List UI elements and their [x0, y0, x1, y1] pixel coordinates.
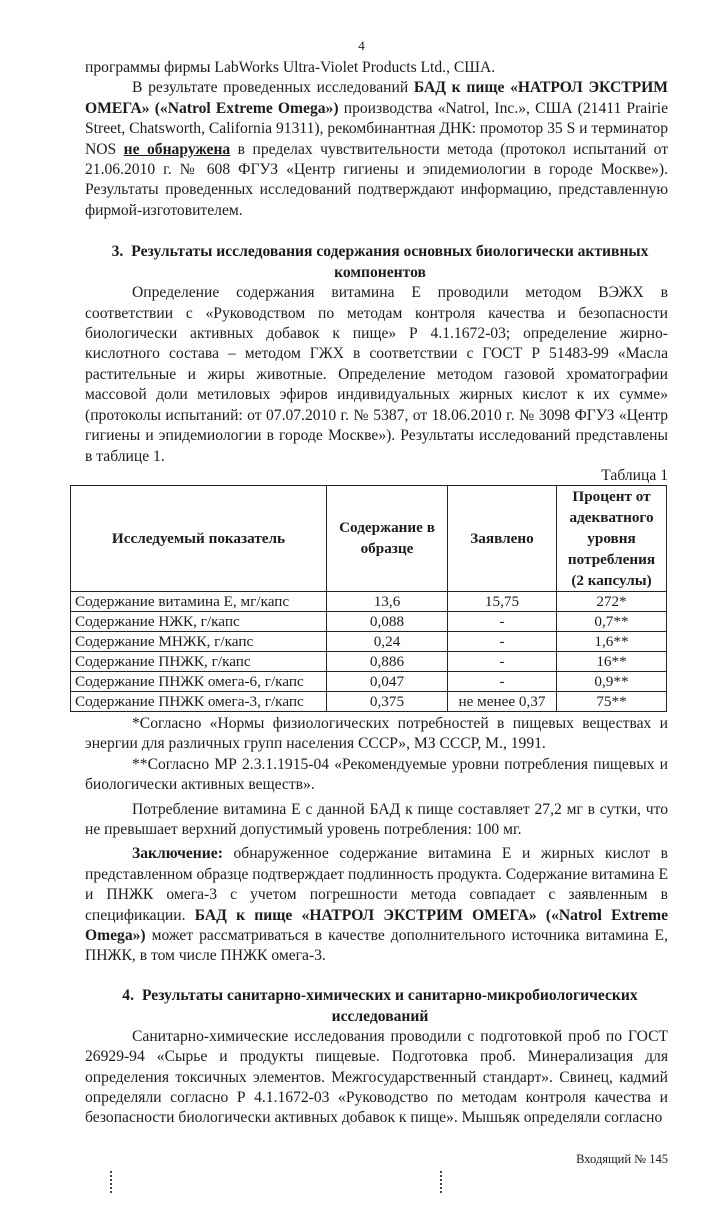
product-name: БАД к пище «НАТРОЛ ЭКСТРИМ ОМЕГА» («Natrol Extreme Omega») [85, 906, 668, 944]
table-row [71, 691, 667, 711]
footnotes-and-conclusion [85, 714, 668, 967]
sample-content-cell: 0,088 [327, 611, 448, 631]
indicator-cell: Содержание витамина Е, мг/капс [71, 591, 327, 611]
binding-hole-mark [440, 1171, 445, 1193]
page-number: 4 [358, 38, 365, 53]
indicator-cell: Содержание ПНЖК, г/капс [71, 651, 327, 671]
percent-cell: 75** [557, 691, 667, 711]
table-header-row [71, 485, 667, 591]
text: в пределах чувствительности метода (протокол испытаний от 21.06.2010 г. № 608 ФГУЗ «Центр гигиены и эпидемиологии в городе Москве»). Результаты проведенных исследований подтверждают информацию, представленную фирмой-изготовителем. [85, 140, 669, 219]
footnote-1: *Согласно «Нормы физиологических потребностей в пищевых веществах и энергии для различных групп населения СССР», МЗ СССР, М., 1991. [85, 714, 668, 753]
declared-cell: - [448, 651, 557, 671]
indicator-cell: Содержание НЖК, г/капс [71, 611, 327, 631]
conclusion-label: Заключение: [132, 845, 223, 863]
declared-cell: - [448, 611, 557, 631]
declared-cell: не менее 0,37 [448, 691, 557, 711]
indicator-cell: Содержание ПНЖК омега-6, г/капс [71, 671, 327, 691]
indicator-cell: Содержание ПНЖК омега-3, г/капс [71, 691, 327, 711]
text: производства «Natrol, Inc.», США (21411 Prairie Street, Chatsworth, California 91311), рекомбинантная ДНК: промотор 35 S и терминатор NOS [85, 99, 668, 158]
intro-text [85, 58, 668, 221]
indicator-cell: Содержание МНЖК, г/капс [71, 631, 327, 651]
percent-cell: 1,6** [557, 631, 667, 651]
intro-paragraph-1: программы фирмы LabWorks Ultra-Violet Products Ltd., США. [85, 59, 496, 76]
binding-marks [85, 1171, 668, 1201]
footnote-2: **Согласно МР 2.3.1.1915-04 «Рекомендуемые уровни потребления пищевых и биологически активных веществ». [85, 755, 668, 794]
sample-content-cell: 0,24 [327, 631, 448, 651]
intro-paragraph-2 [85, 78, 668, 221]
percent-cell: 0,9** [557, 671, 667, 691]
table-row [71, 671, 667, 691]
section-number: 3. [111, 243, 124, 261]
table-row [71, 631, 667, 651]
percent-cell: 0,7** [557, 611, 667, 631]
sample-content-cell: 0,886 [327, 651, 448, 671]
column-header: Содержание в образце [327, 485, 448, 591]
result-not-detected: не обнаружена [123, 140, 231, 158]
percent-cell: 16** [557, 651, 667, 671]
text: может рассматриваться в качестве дополнительного источника витамина Е, ПНЖК, в том числе ПНЖК омега-3. [85, 926, 668, 965]
conclusion-paragraph [85, 844, 668, 966]
text: В результате проведенных исследований [132, 79, 414, 97]
table-row [71, 611, 667, 631]
table-row [71, 651, 667, 671]
product-name: БАД к пище «НАТРОЛ ЭКСТРИМ ОМЕГА» («Natrol Extreme Omega») [85, 79, 668, 117]
section-title: Результаты санитарно-химических и санитарно-микробиологических исследований [141, 986, 638, 1025]
incoming-number: Входящий № 145 [576, 1151, 668, 1166]
results-table [70, 485, 667, 712]
section-4-paragraph: Санитарно-химические исследования проводили с подготовкой проб по ГОСТ 26929-94 «Сырье и продукты пищевые. Подготовка проб. Минерализация для определения токсичных элементов. Межгосударственный стандарт». Свинец, кадмий определяли согласно Р 4.1.1672-03 «Руководство по методам контроля качества и безопасности биологически активных добавок к пище». Мышьяк определяли согласно [85, 1027, 668, 1127]
sample-content-cell: 0,047 [327, 671, 448, 691]
text: обнаруженное содержание витамина Е и жирных кислот в представленном образце подтверждает подлинность продукта. Содержание витамина Е и ПНЖК омега-3 с учетом погрешности метода совпадает с заявленным в спецификации. [85, 845, 668, 924]
sample-content-cell: 0,375 [327, 691, 448, 711]
declared-cell: - [448, 671, 557, 691]
table-row [71, 591, 667, 611]
column-header: Процент от адекватного уровня потребления (2 капсулы) [557, 485, 667, 591]
column-header: Исследуемый показатель [71, 485, 327, 591]
binding-hole-mark [110, 1171, 115, 1193]
section-4-heading [110, 985, 650, 1027]
declared-cell: 15,75 [448, 591, 557, 611]
section-title: Результаты исследования содержания основных биологически активных компонентов [131, 243, 649, 282]
column-header: Заявлено [448, 485, 557, 591]
sample-content-cell: 13,6 [327, 591, 448, 611]
declared-cell: - [448, 631, 557, 651]
section-number: 4. [122, 986, 134, 1004]
percent-cell: 272* [557, 591, 667, 611]
table-caption: Таблица 1 [601, 466, 668, 484]
section-3-paragraph: Определение содержания витамина Е проводили методом ВЭЖХ в соответствии с «Руководством по методам контроля качества и безопасности биологически активных добавок к пище» Р 4.1.1672-03; определение жирно-кислотного состава – методом ГЖХ в соответствии с ГОСТ Р 51483-99 «Масла растительные и жиры животные. Определение методом газовой хроматографии массовой доли метиловых эфиров индивидуальных жирных кислот к их сумме» (протоколы испытаний: от 07.07.2010 г. № 5387, от 18.06.2010 г. № 3098 ФГУЗ «Центр гигиены и эпидемиологии в городе Москве»). Результаты исследований представлены в таблице 1. [85, 284, 668, 465]
section-3-heading [110, 241, 650, 283]
vitamin-e-intake-paragraph: Потребление витамина Е с данной БАД к пище составляет 27,2 мг в сутки, что не превышает верхний допустимый уровень потребления: 100 мг. [85, 800, 668, 838]
